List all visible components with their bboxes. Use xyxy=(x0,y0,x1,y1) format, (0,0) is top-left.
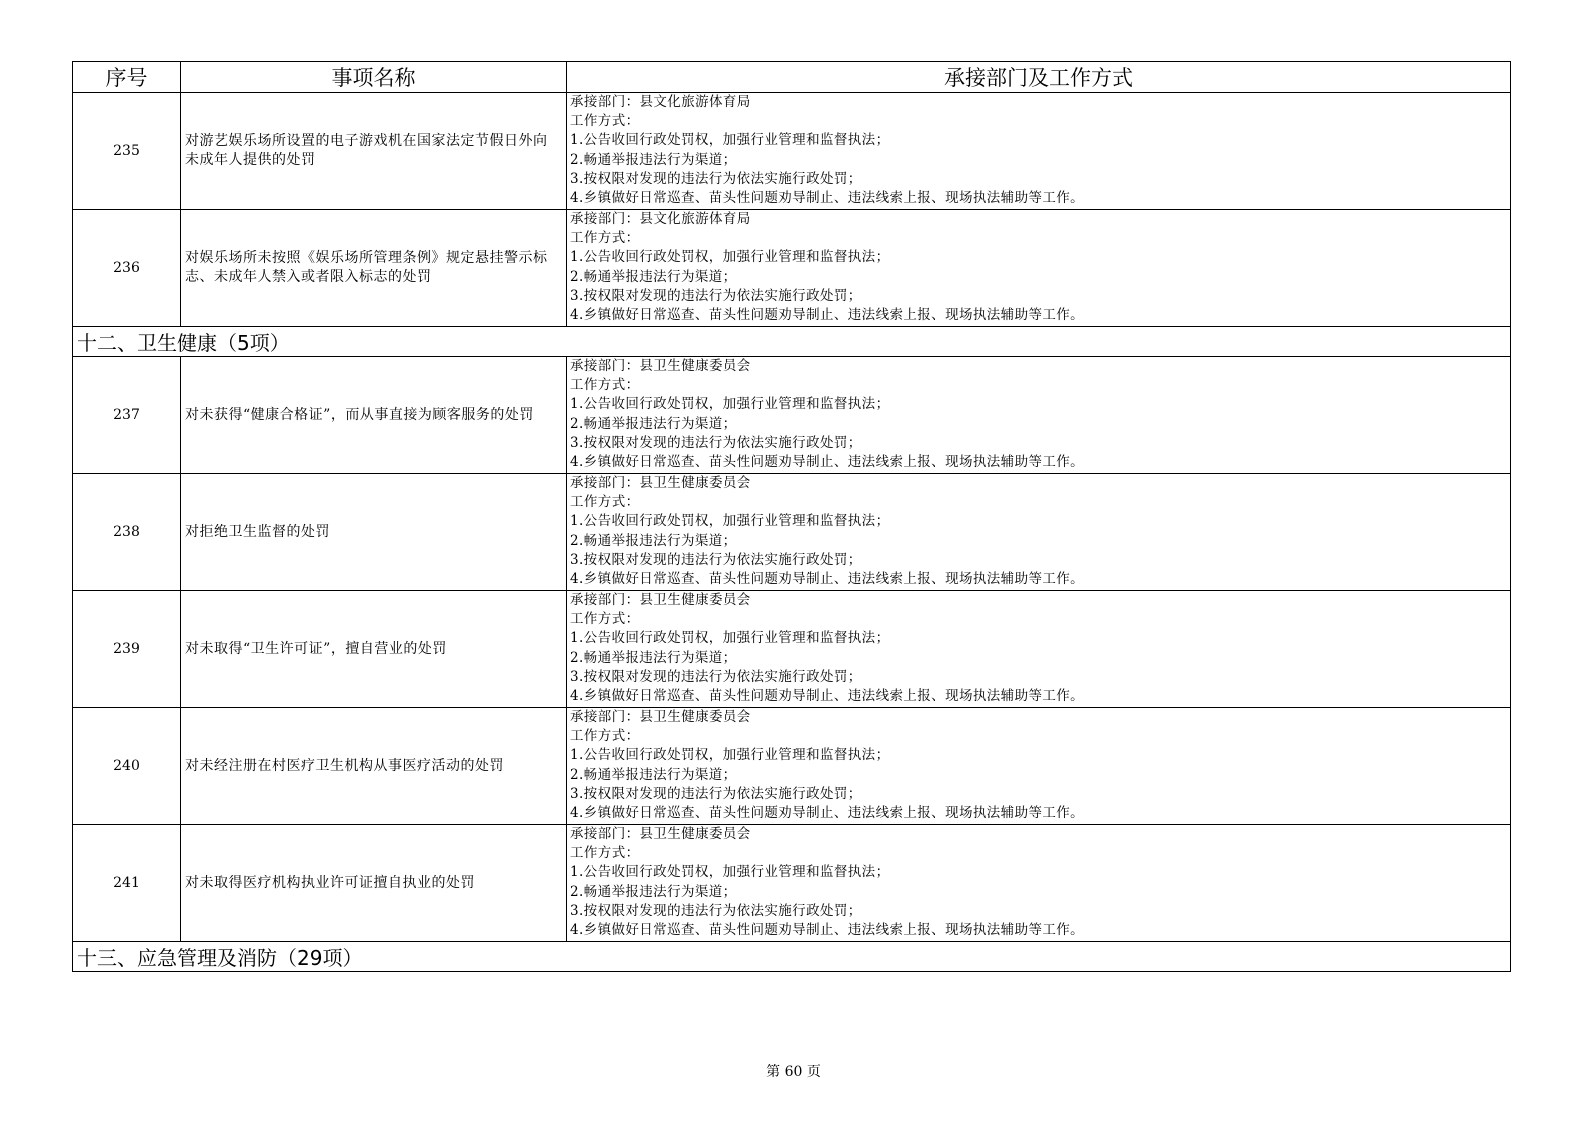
serial-number: 237 xyxy=(73,357,181,474)
matters-table-body xyxy=(73,62,1511,972)
section-title: 十二、卫生健康（5项） xyxy=(73,327,1511,357)
department-and-method xyxy=(567,708,1511,825)
matter-name: 对娱乐场所未按照《娱乐场所管理条例》规定悬挂警示标志、未成年人禁入或者限入标志的处罚 xyxy=(181,210,567,327)
detail-line: 工作方式： xyxy=(570,494,640,511)
detail-line: 1.公告收回行政处罚权，加强行业管理和监督执法； xyxy=(570,132,890,149)
detail-line: 3.按权限对发现的违法行为依法实施行政处罚； xyxy=(570,434,862,451)
detail-line: 2.畅通举报违法行为渠道； xyxy=(570,151,737,168)
matter-name: 对未经注册在村医疗卫生机构从事医疗活动的处罚 xyxy=(181,708,567,825)
header-serial-number: 序号 xyxy=(73,62,181,93)
detail-line: 3.按权限对发现的违法行为依法实施行政处罚； xyxy=(570,551,862,568)
detail-line: 工作方式： xyxy=(570,611,640,628)
serial-number: 241 xyxy=(73,825,181,942)
detail-line: 1.公告收回行政处罚权，加强行业管理和监督执法； xyxy=(570,747,890,764)
section-header-row xyxy=(73,327,1511,357)
detail-line: 2.畅通举报违法行为渠道； xyxy=(570,766,737,783)
detail-line: 3.按权限对发现的违法行为依法实施行政处罚； xyxy=(570,170,862,187)
header-matter-name: 事项名称 xyxy=(181,62,567,93)
detail-line: 1.公告收回行政处罚权，加强行业管理和监督执法； xyxy=(570,396,890,413)
table-row xyxy=(73,591,1511,708)
detail-line: 2.畅通举报违法行为渠道； xyxy=(570,883,737,900)
detail-line: 承接部门：县卫生健康委员会 xyxy=(570,592,751,608)
serial-number: 240 xyxy=(73,708,181,825)
detail-line: 4.乡镇做好日常巡查、苗头性问题劝导制止、违法线索上报、现场执法辅助等工作。 xyxy=(570,571,1085,588)
detail-line: 承接部门：县卫生健康委员会 xyxy=(570,826,751,842)
matters-table xyxy=(72,61,1511,972)
department-and-method xyxy=(567,93,1511,210)
detail-line: 工作方式： xyxy=(570,845,640,862)
table-row xyxy=(73,357,1511,474)
detail-line: 4.乡镇做好日常巡查、苗头性问题劝导制止、违法线索上报、现场执法辅助等工作。 xyxy=(570,307,1085,324)
matter-name: 对拒绝卫生监督的处罚 xyxy=(181,474,567,591)
detail-line: 2.畅通举报违法行为渠道； xyxy=(570,415,737,432)
table-row xyxy=(73,210,1511,327)
detail-line: 工作方式： xyxy=(570,377,640,394)
section-title: 十三、应急管理及消防（29项） xyxy=(73,942,1511,972)
detail-line: 承接部门：县卫生健康委员会 xyxy=(570,709,751,725)
detail-line: 4.乡镇做好日常巡查、苗头性问题劝导制止、违法线索上报、现场执法辅助等工作。 xyxy=(570,454,1085,471)
serial-number: 239 xyxy=(73,591,181,708)
serial-number: 238 xyxy=(73,474,181,591)
department-and-method xyxy=(567,474,1511,591)
matter-name: 对未获得“健康合格证”，而从事直接为顾客服务的处罚 xyxy=(181,357,567,474)
table-row xyxy=(73,825,1511,942)
detail-line: 工作方式： xyxy=(570,113,640,130)
department-and-method xyxy=(567,825,1511,942)
detail-line: 1.公告收回行政处罚权，加强行业管理和监督执法； xyxy=(570,513,890,530)
department-and-method xyxy=(567,591,1511,708)
detail-line: 1.公告收回行政处罚权，加强行业管理和监督执法； xyxy=(570,864,890,881)
detail-line: 3.按权限对发现的违法行为依法实施行政处罚； xyxy=(570,902,862,919)
page-number: 第 60 页 xyxy=(766,1064,821,1080)
header-department-and-method: 承接部门及工作方式 xyxy=(567,62,1511,93)
detail-line: 工作方式： xyxy=(570,230,640,247)
detail-line: 2.畅通举报违法行为渠道； xyxy=(570,649,737,666)
serial-number: 235 xyxy=(73,93,181,210)
detail-line: 4.乡镇做好日常巡查、苗头性问题劝导制止、违法线索上报、现场执法辅助等工作。 xyxy=(570,805,1085,822)
department-and-method xyxy=(567,357,1511,474)
table-row xyxy=(73,474,1511,591)
table-row xyxy=(73,93,1511,210)
detail-line: 2.畅通举报违法行为渠道； xyxy=(570,532,737,549)
detail-line: 承接部门：县卫生健康委员会 xyxy=(570,358,751,374)
matter-name: 对未取得“卫生许可证”，擅自营业的处罚 xyxy=(181,591,567,708)
detail-line: 承接部门：县卫生健康委员会 xyxy=(570,475,751,491)
detail-line: 承接部门：县文化旅游体育局 xyxy=(570,211,751,227)
detail-line: 2.畅通举报违法行为渠道； xyxy=(570,268,737,285)
department-and-method xyxy=(567,210,1511,327)
detail-line: 3.按权限对发现的违法行为依法实施行政处罚； xyxy=(570,287,862,304)
serial-number: 236 xyxy=(73,210,181,327)
matter-name: 对未取得医疗机构执业许可证擅自执业的处罚 xyxy=(181,825,567,942)
section-header-row xyxy=(73,942,1511,972)
detail-line: 3.按权限对发现的违法行为依法实施行政处罚； xyxy=(570,668,862,685)
detail-line: 承接部门：县文化旅游体育局 xyxy=(570,94,751,110)
detail-line: 1.公告收回行政处罚权，加强行业管理和监督执法； xyxy=(570,630,890,647)
table-row xyxy=(73,708,1511,825)
detail-line: 1.公告收回行政处罚权，加强行业管理和监督执法； xyxy=(570,249,890,266)
detail-line: 4.乡镇做好日常巡查、苗头性问题劝导制止、违法线索上报、现场执法辅助等工作。 xyxy=(570,922,1085,939)
matter-name: 对游艺娱乐场所设置的电子游戏机在国家法定节假日外向未成年人提供的处罚 xyxy=(181,93,567,210)
table-header-row xyxy=(73,62,1511,93)
detail-line: 4.乡镇做好日常巡查、苗头性问题劝导制止、违法线索上报、现场执法辅助等工作。 xyxy=(570,190,1085,207)
detail-line: 4.乡镇做好日常巡查、苗头性问题劝导制止、违法线索上报、现场执法辅助等工作。 xyxy=(570,688,1085,705)
detail-line: 3.按权限对发现的违法行为依法实施行政处罚； xyxy=(570,785,862,802)
detail-line: 工作方式： xyxy=(570,728,640,745)
